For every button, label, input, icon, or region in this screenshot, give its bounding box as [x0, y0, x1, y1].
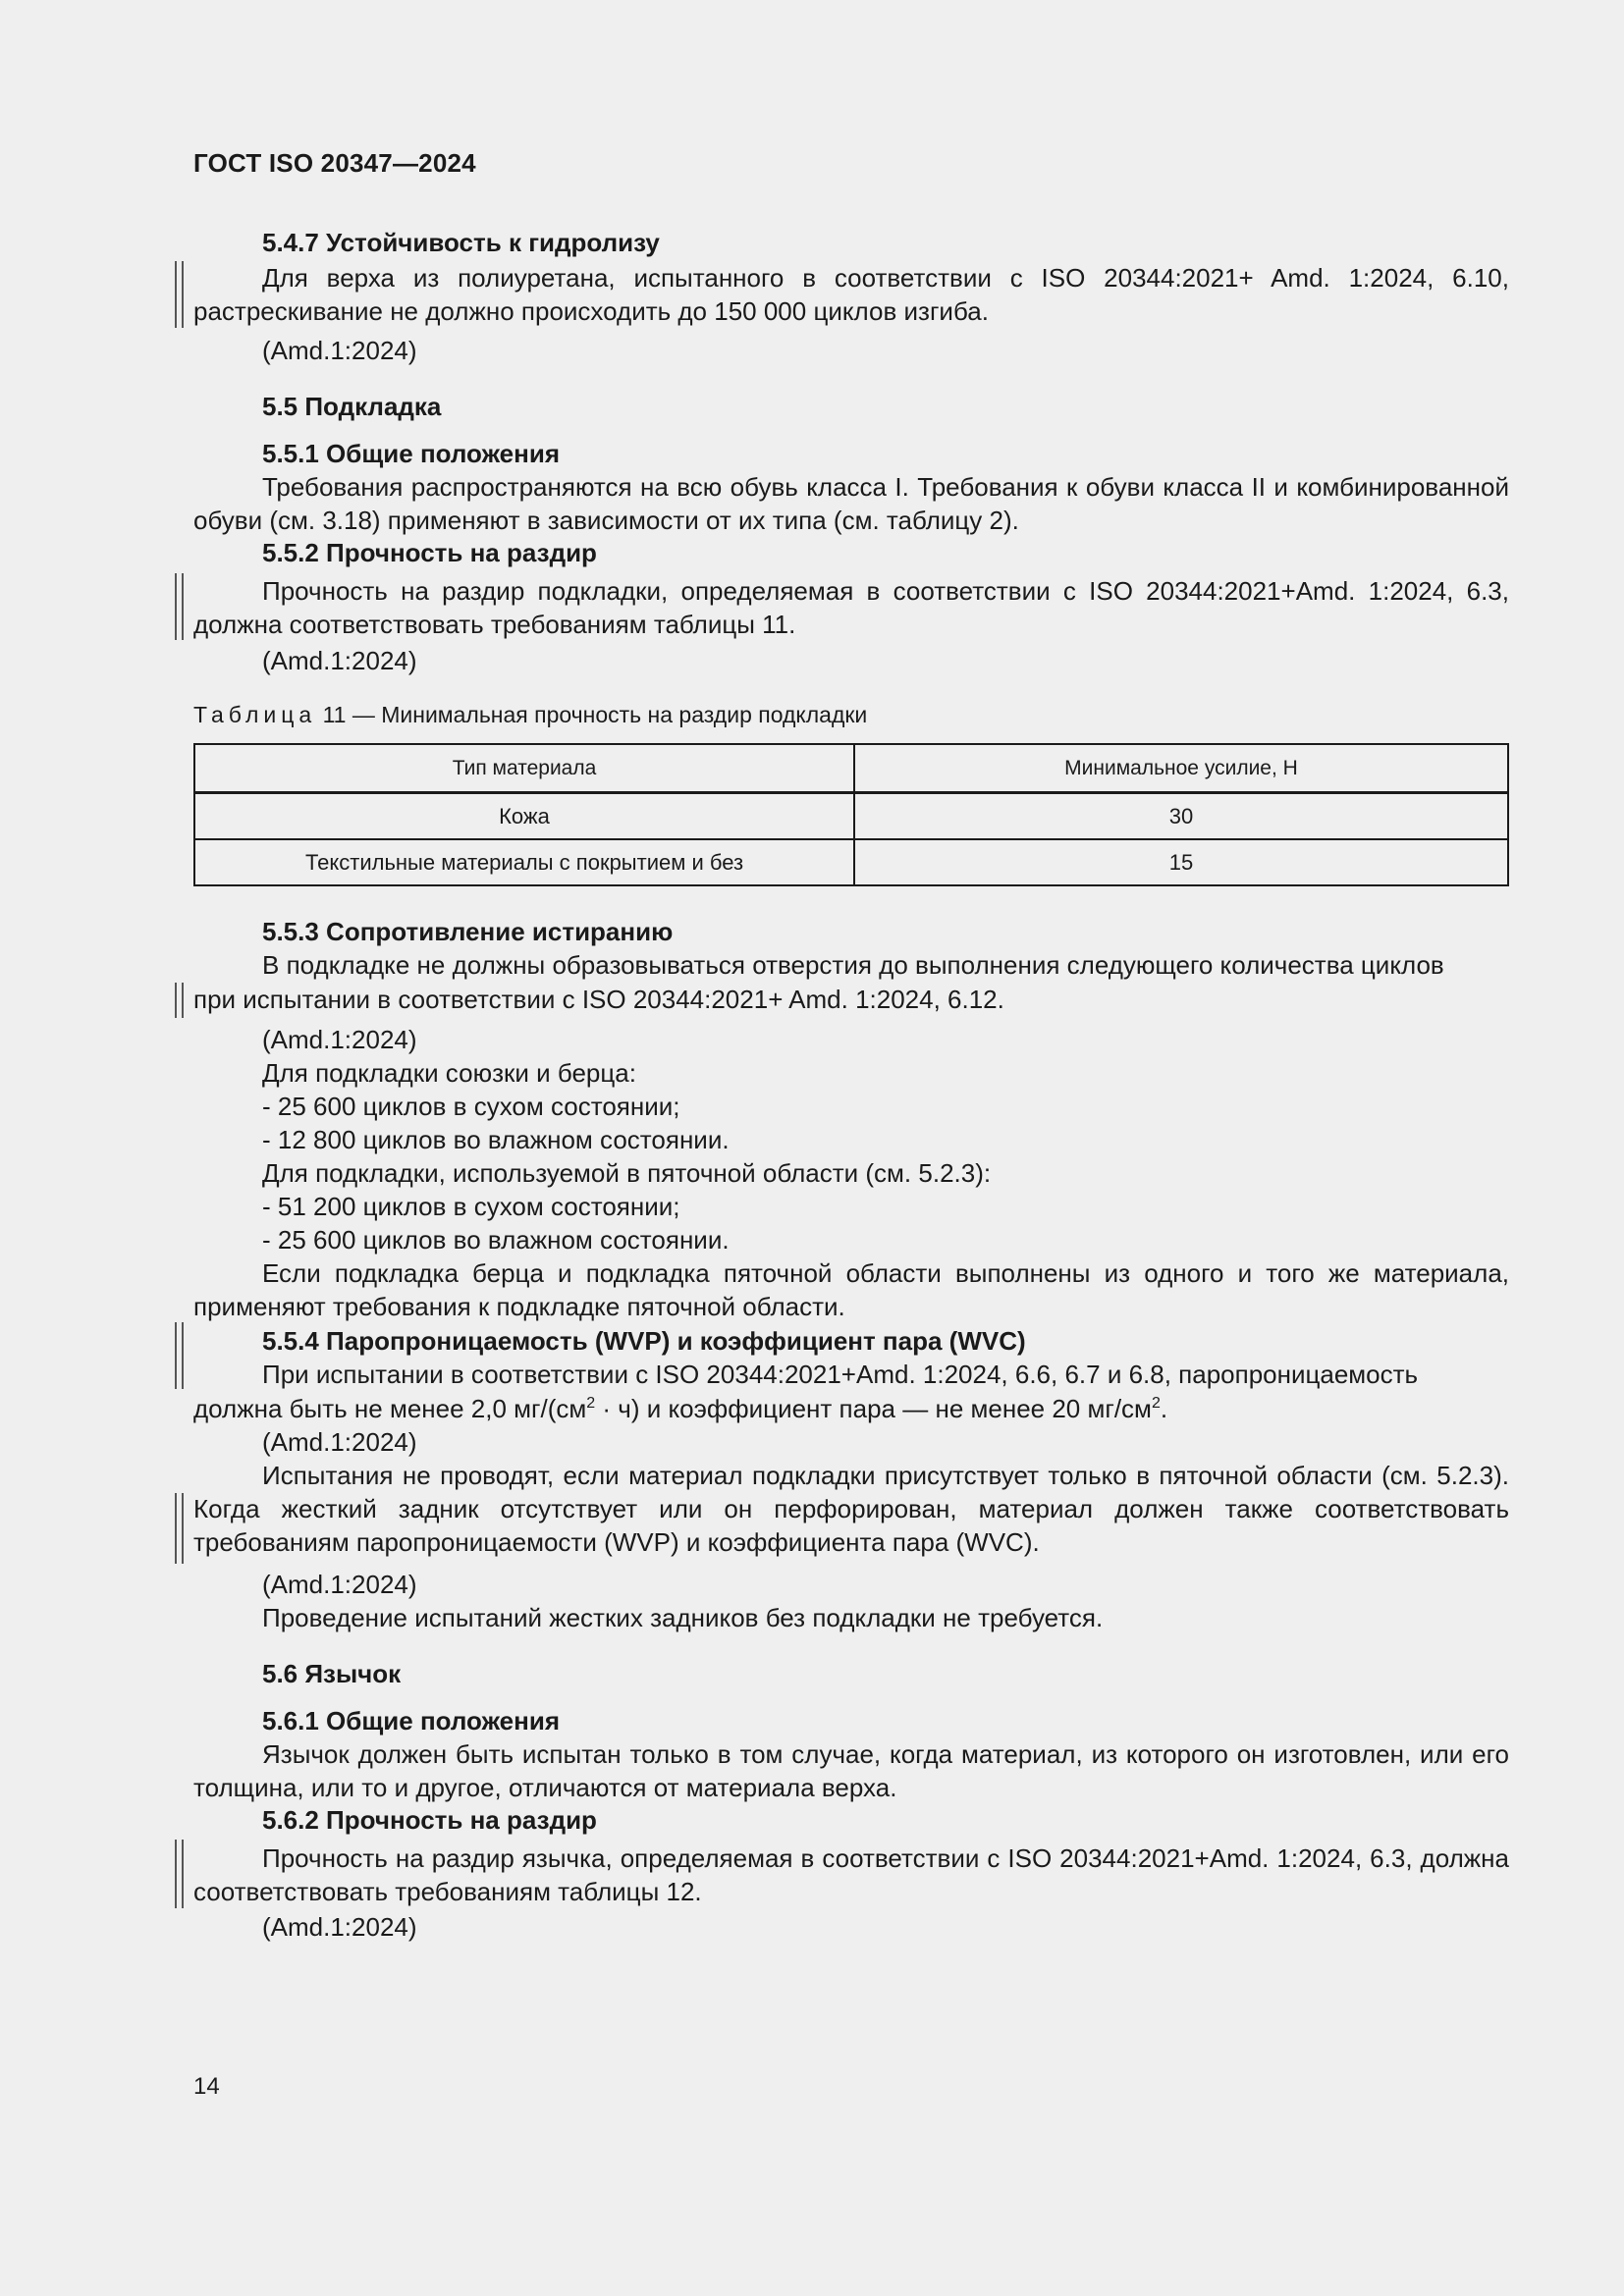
text-run: .: [1160, 1394, 1168, 1423]
table-cell-material: Кожа: [194, 793, 854, 840]
heading-5-5-1: 5.5.1 Общие положения: [262, 439, 560, 468]
paragraph-5-5-4-exception: Испытания не проводят, если материал подкладки присутствует только в пяточной области (см. 5.2.3). Когда жесткий задник отсутствует или он перфорирован, материал должен также соответствовать требованиям паропроницаемости (WVP) и коэффициента пара (WVC).: [193, 1461, 1509, 1557]
table-caption-prefix: Таблица: [193, 702, 317, 727]
change-mark: [175, 1840, 184, 1908]
heading-5-5-4: 5.5.4 Паропроницаемость (WVP) и коэффициент пара (WVC): [262, 1326, 1026, 1356]
paragraph-5-6-2: Прочность на раздир язычка, определяемая в соответствии с ISO 20344:2021+Amd. 1:2024, 6.3, должна соответствовать требованиям таблицы 12.: [193, 1843, 1509, 1906]
list-intro: Для подкладки союзки и берца:: [262, 1058, 636, 1088]
paragraph-5-6-1: Язычок должен быть испытан только в том случае, когда материал, из которого он изготовлен, или его толщина, или то и другое, отличаются от материала верха.: [193, 1739, 1509, 1802]
paragraph-5-5-3-line2: при испытании в соответствии с ISO 20344:2021+ Amd. 1:2024, 6.12.: [193, 985, 1004, 1014]
heading-5-6-1: 5.6.1 Общие положения: [262, 1706, 560, 1735]
change-mark: [175, 1493, 184, 1564]
column-header-material: Тип материала: [194, 744, 854, 793]
paragraph-5-5-4-line2: [193, 1392, 1167, 1425]
column-header-force: Минимальное усилие, Н: [854, 744, 1508, 793]
paragraph-5-5-1: Требования распространяются на всю обувь класса I. Требования к обуви класса II и комбинированной обуви (см. 3.18) применяют в зависимости от их типа (см. таблицу 2).: [193, 472, 1509, 535]
superscript: 2: [586, 1395, 596, 1412]
heading-5-4-7: 5.4.7 Устойчивость к гидролизу: [262, 228, 660, 257]
heading-5-5: 5.5 Подкладка: [262, 392, 442, 421]
paragraph-5-4-7: Для верха из полиуретана, испытанного в соответствии с ISO 20344:2021+ Amd. 1:2024, 6.10, растрескивание не должно происходить до 150 000 циклов изгиба.: [193, 263, 1509, 326]
table-caption-text: 11 — Минимальная прочность на раздир подкладки: [316, 702, 868, 727]
paragraph-5-5-3-line1: В подкладке не должны образовываться отверстия до выполнения следующего количества циклов: [262, 950, 1444, 980]
amendment-note: (Amd.1:2024): [262, 1912, 417, 1942]
text-run: должна быть не менее 2,0 мг/(см: [193, 1394, 587, 1423]
list-item: - 25 600 циклов во влажном состоянии.: [262, 1225, 730, 1255]
document-header: ГОСТ ISO 20347—2024: [193, 148, 476, 178]
text-run: · ч) и коэффициент пара — не менее 20 мг/см: [595, 1394, 1152, 1423]
change-mark: [175, 261, 184, 328]
heading-5-6: 5.6 Язычок: [262, 1659, 402, 1688]
amendment-note: (Amd.1:2024): [262, 646, 417, 675]
list-item: - 25 600 циклов в сухом состоянии;: [262, 1092, 680, 1121]
heading-5-5-2: 5.5.2 Прочность на раздир: [262, 538, 597, 567]
table-caption: [193, 702, 867, 728]
superscript: 2: [1151, 1395, 1161, 1412]
table-header-row: [194, 744, 1508, 793]
amendment-note: (Amd.1:2024): [262, 1025, 417, 1054]
paragraph-5-5-4-line1: При испытании в соответствии с ISO 20344:2021+Amd. 1:2024, 6.6, 6.7 и 6.8, паропроницаемость: [262, 1360, 1419, 1389]
amendment-note: (Amd.1:2024): [262, 1427, 417, 1457]
heading-5-6-2: 5.6.2 Прочность на раздир: [262, 1805, 597, 1835]
list-item: - 12 800 циклов во влажном состоянии.: [262, 1125, 730, 1154]
change-mark: [175, 1322, 184, 1389]
page-number: 14: [193, 2073, 220, 2100]
table-11: [193, 743, 1509, 886]
heading-5-5-3: 5.5.3 Сопротивление истиранию: [262, 917, 674, 946]
table-cell-force: 15: [854, 839, 1508, 885]
list-intro: Для подкладки, используемой в пяточной области (см. 5.2.3):: [262, 1158, 992, 1188]
table-cell-material: Текстильные материалы с покрытием и без: [194, 839, 854, 885]
paragraph-5-5-3-note: Если подкладка берца и подкладка пяточной области выполнены из одного и того же материала, применяют требования к подкладке пяточной области.: [193, 1258, 1509, 1321]
table-row: [194, 793, 1508, 840]
amendment-note: (Amd.1:2024): [262, 336, 417, 365]
list-item: - 51 200 циклов в сухом состоянии;: [262, 1192, 680, 1221]
change-mark: [175, 983, 184, 1018]
paragraph-5-5-4-note: Проведение испытаний жестких задников без подкладки не требуется.: [262, 1603, 1104, 1632]
table-row: [194, 839, 1508, 885]
amendment-note: (Amd.1:2024): [262, 1570, 417, 1599]
table-cell-force: 30: [854, 793, 1508, 840]
paragraph-5-5-2: Прочность на раздир подкладки, определяемая в соответствии с ISO 20344:2021+Amd. 1:2024, 6.3, должна соответствовать требованиям таблицы 11.: [193, 576, 1509, 639]
change-mark: [175, 573, 184, 640]
